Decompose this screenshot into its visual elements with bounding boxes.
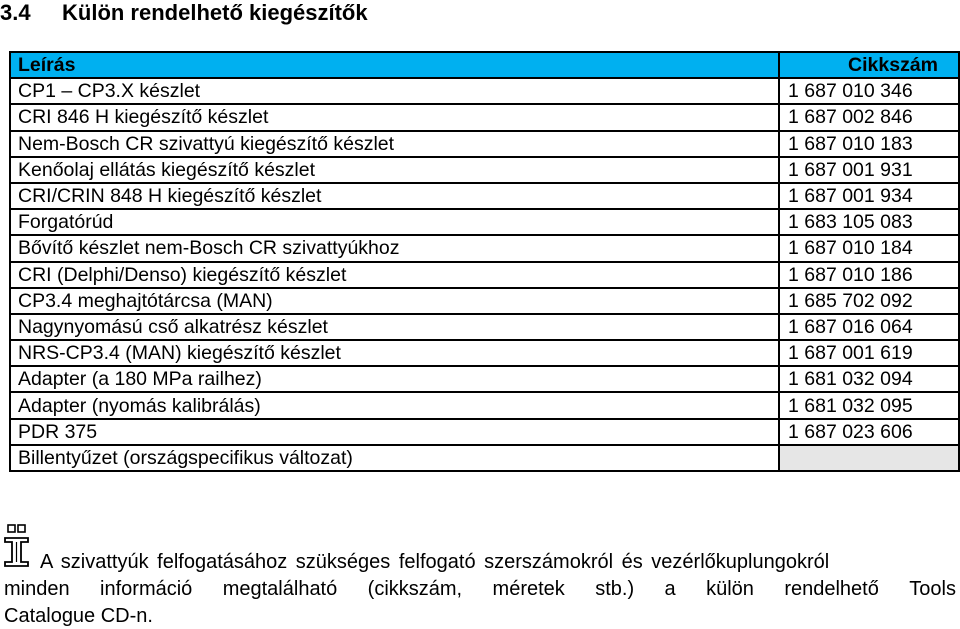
- row-part-number: 1 687 010 183: [779, 131, 959, 157]
- row-description: Bővítő készlet nem-Bosch CR szivattyúkhoz: [10, 235, 779, 261]
- table-row: [10, 209, 959, 235]
- table-row: [10, 235, 959, 261]
- table-row: [10, 314, 959, 340]
- row-description: Adapter (a 180 MPa railhez): [10, 366, 779, 392]
- note-word: minden: [4, 578, 70, 600]
- row-part-number: 1 687 010 186: [779, 262, 959, 288]
- note-word: Tools: [909, 578, 956, 600]
- table-row: [10, 445, 959, 471]
- table-row: [10, 288, 959, 314]
- section-number: 3.4: [0, 0, 31, 25]
- row-part-number: 1 685 702 092: [779, 288, 959, 314]
- row-part-number: 1 681 032 094: [779, 366, 959, 392]
- row-part-number: 1 681 032 095: [779, 392, 959, 418]
- accessories-table: [9, 51, 960, 472]
- note-text-line2: [4, 576, 956, 602]
- row-part-number: 1 687 016 064: [779, 314, 959, 340]
- row-description: CRI 846 H kiegészítő készlet: [10, 104, 779, 130]
- note-word: megtalálható: [222, 578, 338, 600]
- table-row: [10, 366, 959, 392]
- row-description: Kenőolaj ellátás kiegészítő készlet: [10, 157, 779, 183]
- section-heading: [0, 0, 368, 28]
- row-part-number: [779, 445, 959, 471]
- row-description: NRS-CP3.4 (MAN) kiegészítő készlet: [10, 340, 779, 366]
- row-part-number: 1 687 001 931: [779, 157, 959, 183]
- row-part-number: 1 687 010 346: [779, 78, 959, 104]
- row-description: Nem-Bosch CR szivattyú kiegészítő készlet: [10, 131, 779, 157]
- note-text-line3: Catalogue CD-n.: [4, 605, 153, 627]
- row-description: CP3.4 meghajtótárcsa (MAN): [10, 288, 779, 314]
- note-word: méretek: [492, 578, 565, 600]
- row-description: Billentyűzet (országspecifikus változat): [10, 445, 779, 471]
- table-row: [10, 262, 959, 288]
- table-row: [10, 78, 959, 104]
- table-row: [10, 104, 959, 130]
- note-word: (cikkszám,: [367, 578, 463, 600]
- note-word: külön: [706, 578, 754, 600]
- table-row: [10, 157, 959, 183]
- column-header-part-number: Cikkszám: [779, 52, 959, 78]
- table-row: [10, 340, 959, 366]
- row-description: CRI (Delphi/Denso) kiegészítő készlet: [10, 262, 779, 288]
- info-icon: [2, 524, 32, 568]
- row-part-number: 1 687 023 606: [779, 419, 959, 445]
- row-part-number: 1 683 105 083: [779, 209, 959, 235]
- table-row: [10, 419, 959, 445]
- row-part-number: 1 687 010 184: [779, 235, 959, 261]
- note-word: stb.): [595, 578, 635, 600]
- row-description: Adapter (nyomás kalibrálás): [10, 392, 779, 418]
- row-description: CP1 – CP3.X készlet: [10, 78, 779, 104]
- section-title: Külön rendelhető kiegészítők: [62, 0, 368, 25]
- row-description: Nagynyomású cső alkatrész készlet: [10, 314, 779, 340]
- column-header-description: Leírás: [10, 52, 779, 78]
- row-part-number: 1 687 002 846: [779, 104, 959, 130]
- table-header-row: [10, 52, 959, 78]
- table-row: [10, 131, 959, 157]
- table-row: [10, 183, 959, 209]
- table-body: [10, 78, 959, 471]
- note-word: információ: [100, 578, 193, 600]
- note-word: rendelhető: [784, 578, 879, 600]
- row-part-number: 1 687 001 934: [779, 183, 959, 209]
- note-text-line1: A szivattyúk felfogatásához szükséges felfogató szerszámokról és vezérlőkuplungokról: [40, 551, 830, 573]
- row-description: Forgatórúd: [10, 209, 779, 235]
- row-part-number: 1 687 001 619: [779, 340, 959, 366]
- row-description: CRI/CRIN 848 H kiegészítő készlet: [10, 183, 779, 209]
- row-description: PDR 375: [10, 419, 779, 445]
- note-word: a: [664, 578, 676, 600]
- table-row: [10, 392, 959, 418]
